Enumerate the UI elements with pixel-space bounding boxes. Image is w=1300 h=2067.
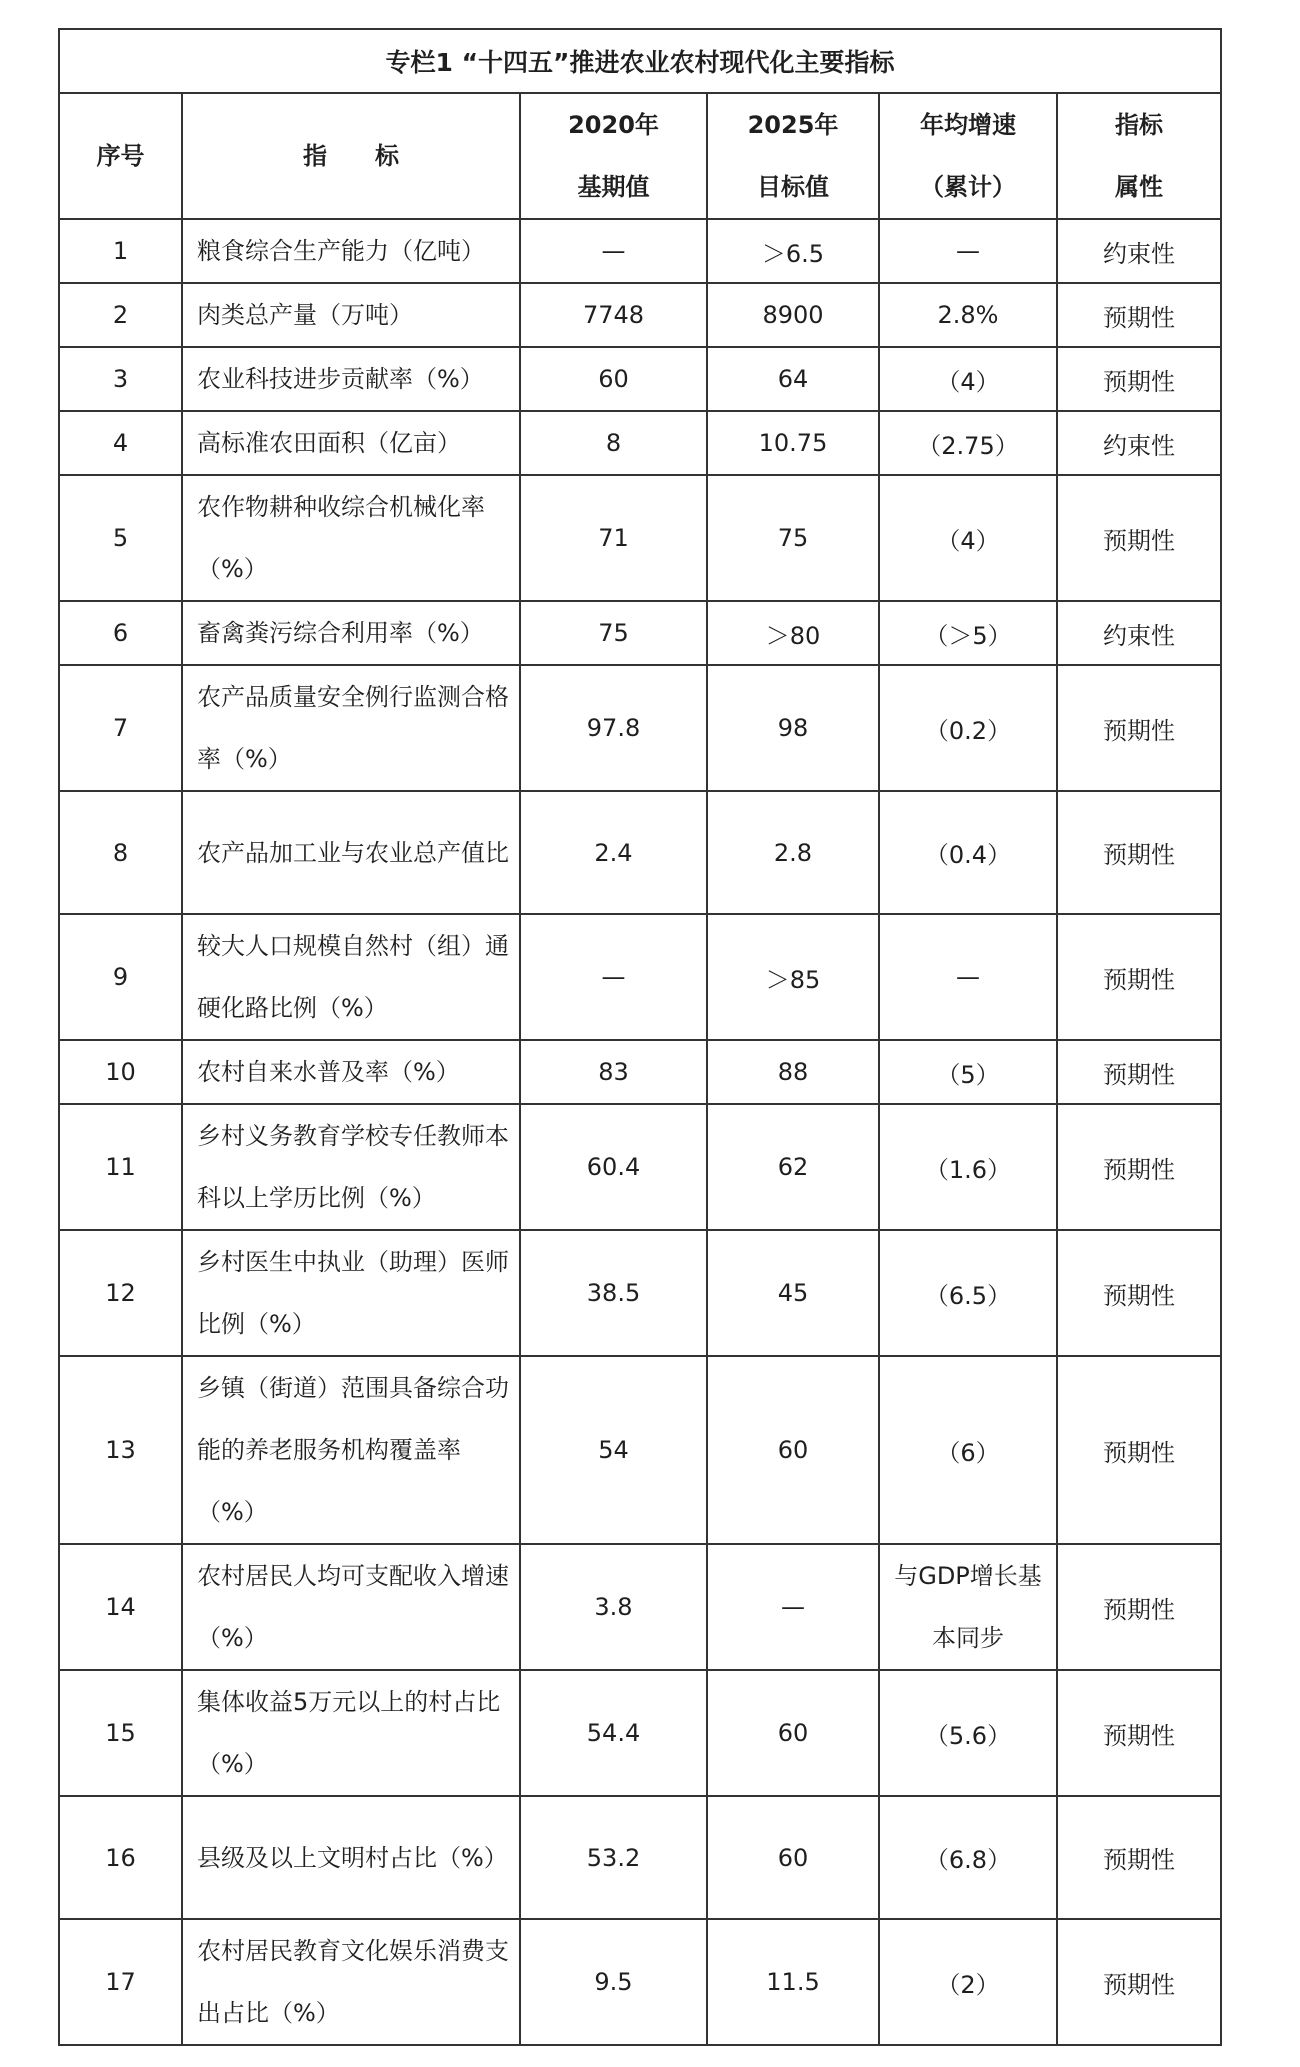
header-base-line1: 2020年: [568, 111, 659, 139]
row-growth: 与GDP增长基本同步: [879, 1544, 1057, 1670]
row-base: 53.2: [520, 1796, 707, 1919]
row-seq: 15: [59, 1670, 182, 1796]
header-attr-line1: 指标: [1115, 111, 1164, 139]
row-growth: —: [879, 219, 1057, 283]
table-row: [59, 1670, 1221, 1796]
row-indicator: 农产品质量安全例行监测合格率（%）: [182, 665, 520, 791]
row-growth: （5.6）: [879, 1670, 1057, 1796]
header-attr-line2: 属性: [1115, 173, 1164, 201]
row-indicator: 农产品加工业与农业总产值比: [182, 791, 520, 914]
row-target: —: [707, 1544, 879, 1670]
row-base: —: [520, 219, 707, 283]
row-growth: （5）: [879, 1040, 1057, 1104]
row-base: 71: [520, 475, 707, 601]
row-attr: 预期性: [1057, 1544, 1221, 1670]
header-seq: [59, 93, 182, 219]
row-seq: 11: [59, 1104, 182, 1230]
row-seq: 1: [59, 219, 182, 283]
row-indicator: 肉类总产量（万吨）: [182, 283, 520, 347]
table-row: [59, 1919, 1221, 2045]
row-indicator: 农村自来水普及率（%）: [182, 1040, 520, 1104]
header-indicator: [182, 93, 520, 219]
table-row: [59, 347, 1221, 411]
row-attr: 预期性: [1057, 1104, 1221, 1230]
header-target: [707, 93, 879, 219]
table-row: [59, 283, 1221, 347]
row-seq: 17: [59, 1919, 182, 2045]
row-seq: 12: [59, 1230, 182, 1356]
row-growth: （4）: [879, 347, 1057, 411]
header-base: [520, 93, 707, 219]
row-base: 8: [520, 411, 707, 475]
row-growth: （4）: [879, 475, 1057, 601]
row-seq: 2: [59, 283, 182, 347]
row-indicator: 农村居民教育文化娱乐消费支出占比（%）: [182, 1919, 520, 2045]
row-seq: 13: [59, 1356, 182, 1544]
header-growth-line2: （累计）: [920, 173, 1016, 201]
row-seq: 3: [59, 347, 182, 411]
row-attr: 预期性: [1057, 791, 1221, 914]
table-row: [59, 1230, 1221, 1356]
row-attr: 预期性: [1057, 347, 1221, 411]
header-indicator-label: 指 标: [303, 142, 399, 170]
row-base: 9.5: [520, 1919, 707, 2045]
table-row: [59, 1104, 1221, 1230]
row-indicator: 较大人口规模自然村（组）通硬化路比例（%）: [182, 914, 520, 1040]
row-target: 11.5: [707, 1919, 879, 2045]
table-row: [59, 1040, 1221, 1104]
row-growth: （6.8）: [879, 1796, 1057, 1919]
row-target: ＞80: [707, 601, 879, 665]
row-base: 97.8: [520, 665, 707, 791]
row-seq: 10: [59, 1040, 182, 1104]
table-row: [59, 914, 1221, 1040]
row-seq: 9: [59, 914, 182, 1040]
row-attr: 预期性: [1057, 283, 1221, 347]
row-seq: 8: [59, 791, 182, 914]
row-indicator: 乡村医生中执业（助理）医师比例（%）: [182, 1230, 520, 1356]
row-growth: —: [879, 914, 1057, 1040]
row-growth: （＞5）: [879, 601, 1057, 665]
row-attr: 约束性: [1057, 601, 1221, 665]
row-target: 2.8: [707, 791, 879, 914]
table-row: [59, 1544, 1221, 1670]
row-attr: 预期性: [1057, 1670, 1221, 1796]
row-seq: 5: [59, 475, 182, 601]
indicator-table: [58, 28, 1222, 2046]
row-attr: 约束性: [1057, 411, 1221, 475]
row-seq: 16: [59, 1796, 182, 1919]
row-indicator: 粮食综合生产能力（亿吨）: [182, 219, 520, 283]
header-attr: [1057, 93, 1221, 219]
row-indicator: 农村居民人均可支配收入增速（%）: [182, 1544, 520, 1670]
row-attr: 预期性: [1057, 1919, 1221, 2045]
row-seq: 4: [59, 411, 182, 475]
row-indicator: 县级及以上文明村占比（%）: [182, 1796, 520, 1919]
row-growth: （6）: [879, 1356, 1057, 1544]
table-row: [59, 475, 1221, 601]
table-row: [59, 601, 1221, 665]
row-base: 54.4: [520, 1670, 707, 1796]
row-growth: （2.75）: [879, 411, 1057, 475]
row-indicator: 畜禽粪污综合利用率（%）: [182, 601, 520, 665]
header-growth-line1: 年均增速: [920, 111, 1016, 139]
row-target: 45: [707, 1230, 879, 1356]
row-target: 60: [707, 1796, 879, 1919]
row-target: 62: [707, 1104, 879, 1230]
row-base: 38.5: [520, 1230, 707, 1356]
row-indicator: 集体收益5万元以上的村占比（%）: [182, 1670, 520, 1796]
table-row: [59, 411, 1221, 475]
row-growth: 2.8%: [879, 283, 1057, 347]
row-target: ＞85: [707, 914, 879, 1040]
header-target-line1: 2025年: [747, 111, 839, 139]
row-target: 88: [707, 1040, 879, 1104]
row-target: 60: [707, 1356, 879, 1544]
row-target: 64: [707, 347, 879, 411]
row-target: 10.75: [707, 411, 879, 475]
row-attr: 预期性: [1057, 665, 1221, 791]
row-growth: （0.4）: [879, 791, 1057, 914]
row-indicator: 高标准农田面积（亿亩）: [182, 411, 520, 475]
row-indicator: 农业科技进步贡献率（%）: [182, 347, 520, 411]
row-base: 54: [520, 1356, 707, 1544]
row-attr: 预期性: [1057, 914, 1221, 1040]
row-target: 8900: [707, 283, 879, 347]
row-seq: 14: [59, 1544, 182, 1670]
row-base: 75: [520, 601, 707, 665]
table-title: 专栏1 “十四五”推进农业农村现代化主要指标: [59, 29, 1221, 93]
header-target-line2: 目标值: [757, 173, 829, 201]
row-attr: 预期性: [1057, 475, 1221, 601]
row-base: 2.4: [520, 791, 707, 914]
table-row: [59, 665, 1221, 791]
table-row: [59, 791, 1221, 914]
table-row: [59, 219, 1221, 283]
row-base: 83: [520, 1040, 707, 1104]
row-growth: （2）: [879, 1919, 1057, 2045]
row-base: 60: [520, 347, 707, 411]
row-attr: 预期性: [1057, 1040, 1221, 1104]
row-target: ＞6.5: [707, 219, 879, 283]
row-base: 3.8: [520, 1544, 707, 1670]
row-growth: （1.6）: [879, 1104, 1057, 1230]
row-base: 7748: [520, 283, 707, 347]
row-seq: 6: [59, 601, 182, 665]
row-attr: 预期性: [1057, 1356, 1221, 1544]
row-target: 98: [707, 665, 879, 791]
row-attr: 预期性: [1057, 1796, 1221, 1919]
row-attr: 约束性: [1057, 219, 1221, 283]
row-indicator: 乡镇（街道）范围具备综合功能的养老服务机构覆盖率（%）: [182, 1356, 520, 1544]
row-target: 75: [707, 475, 879, 601]
row-base: 60.4: [520, 1104, 707, 1230]
row-growth: （6.5）: [879, 1230, 1057, 1356]
row-base: —: [520, 914, 707, 1040]
row-indicator: 农作物耕种收综合机械化率（%）: [182, 475, 520, 601]
header-seq-label: 序号: [96, 142, 145, 170]
table-row: [59, 1356, 1221, 1544]
row-attr: 预期性: [1057, 1230, 1221, 1356]
table-row: [59, 1796, 1221, 1919]
row-growth: （0.2）: [879, 665, 1057, 791]
header-base-line2: 基期值: [577, 173, 650, 201]
row-seq: 7: [59, 665, 182, 791]
header-growth: [879, 93, 1057, 219]
row-target: 60: [707, 1670, 879, 1796]
row-indicator: 乡村义务教育学校专任教师本科以上学历比例（%）: [182, 1104, 520, 1230]
